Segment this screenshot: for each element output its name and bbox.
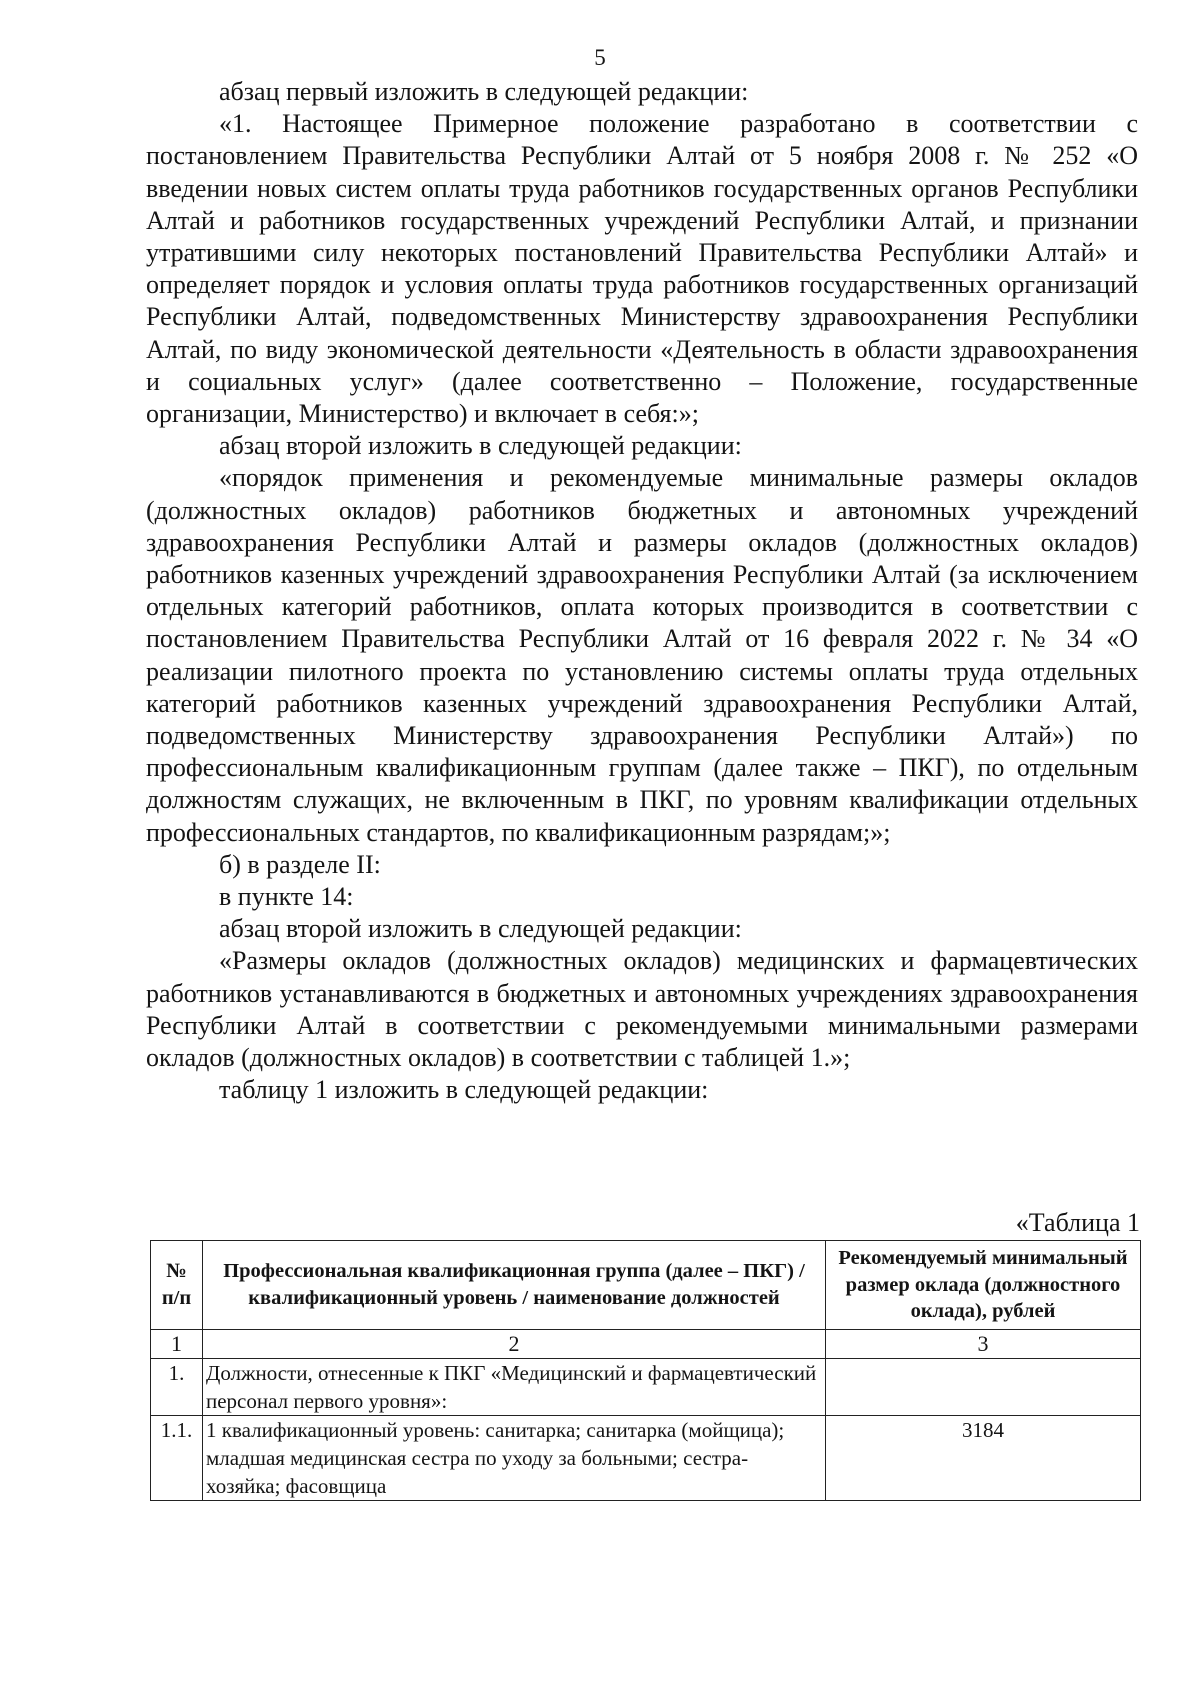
row-value: 3184 — [826, 1415, 1141, 1500]
salary-table — [150, 1240, 1141, 1501]
table-row — [151, 1415, 1141, 1500]
document-body — [146, 76, 1138, 1107]
paragraph-point-14: в пункте 14: — [219, 882, 354, 912]
row-number: 1. — [151, 1358, 203, 1415]
row-name: 1 квалификационный уровень: санитарка; санитарка (мойщица); младшая медицинская сестра по уходу за больными; сестра-хозяйка; фасовщица — [203, 1415, 826, 1500]
page-number: 5 — [594, 45, 606, 70]
header-num: № п/п — [151, 1241, 203, 1330]
paragraph-section-b: б) в разделе II: — [219, 849, 381, 879]
column-number: 3 — [826, 1329, 1141, 1358]
table-caption: «Таблица 1 — [1015, 1208, 1140, 1237]
header-group: Профессиональная квалификационная группа (далее – ПКГ) / квалификационный уровень / наименование должностей — [203, 1241, 826, 1330]
table-header-row — [151, 1241, 1141, 1330]
table-row — [151, 1358, 1141, 1415]
row-value — [826, 1358, 1141, 1415]
header-salary: Рекомендуемый минимальный размер оклада (должностного оклада), рублей — [826, 1241, 1141, 1330]
paragraph-clause-1: «1. Настоящее Примерное положение разработано в соответствии с постановлением Правительства Республики Алтай от 5 ноября 2008 г. № 252 «О введении новых систем оплаты труда работников государственных органов Республики Алтай и работников государственных учреждений Республики Алтай, и признании утратившими силу некоторых постановлений Правительства Республики Алтай» и определяет порядок и условия оплаты труда работников государственных организаций Республики Алтай, подведомственных Министерству здравоохранения Республики Алтай, по виду экономической деятельности «Деятельность в области здравоохранения и социальных услуг» (далее соответственно – Положение, государственные организации, Министерство) и включает в себя:»; — [146, 109, 1138, 429]
paragraph-instruction-3: абзац второй изложить в следующей редакции: — [219, 914, 742, 944]
paragraph-clause-2: «порядок применения и рекомендуемые минимальные размеры окладов (должностных окладов) работников бюджетных и автономных учреждений здравоохранения Республики Алтай и размеры окладов (должностных окладов) работников казенных учреждений здравоохранения Республики Алтай (за исключением отдельных категорий работников, оплата которых производится в соответствии с постановлением Правительства Республики Алтай от 16 февраля 2022 г. № 34 «О реализации пилотного проекта по установлению системы оплаты труда отдельных категорий работников казенных учреждений здравоохранения Республики Алтай, подведомственных Министерству здравоохранения Республики Алтай») по профессиональным квалификационным группам (далее также – ПКГ), по отдельным должностям служащих, не включенным в ПКГ, по уровням квалификации отдельных профессиональных стандартов, по квалификационным разрядам;»; — [146, 463, 1138, 847]
paragraph-table-instruction: таблицу 1 изложить в следующей редакции: — [219, 1075, 709, 1105]
paragraph-instruction-1: абзац первый изложить в следующей редакции: — [219, 77, 749, 106]
column-number: 1 — [151, 1329, 203, 1358]
row-number: 1.1. — [151, 1415, 203, 1500]
table-column-number-row — [151, 1329, 1141, 1358]
column-number: 2 — [203, 1329, 826, 1358]
row-name: Должности, отнесенные к ПКГ «Медицинский и фармацевтический персонал первого уровня»: — [203, 1358, 826, 1415]
paragraph-clause-3: «Размеры окладов (должностных окладов) медицинских и фармацевтических работников устанавливаются в бюджетных и автономных учреждениях здравоохранения Республики Алтай в соответствии с рекомендуемыми минимальными размерами окладов (должностных окладов) в соответствии с таблицей 1.»; — [146, 946, 1138, 1073]
paragraph-instruction-2: абзац второй изложить в следующей редакции: — [219, 431, 742, 461]
